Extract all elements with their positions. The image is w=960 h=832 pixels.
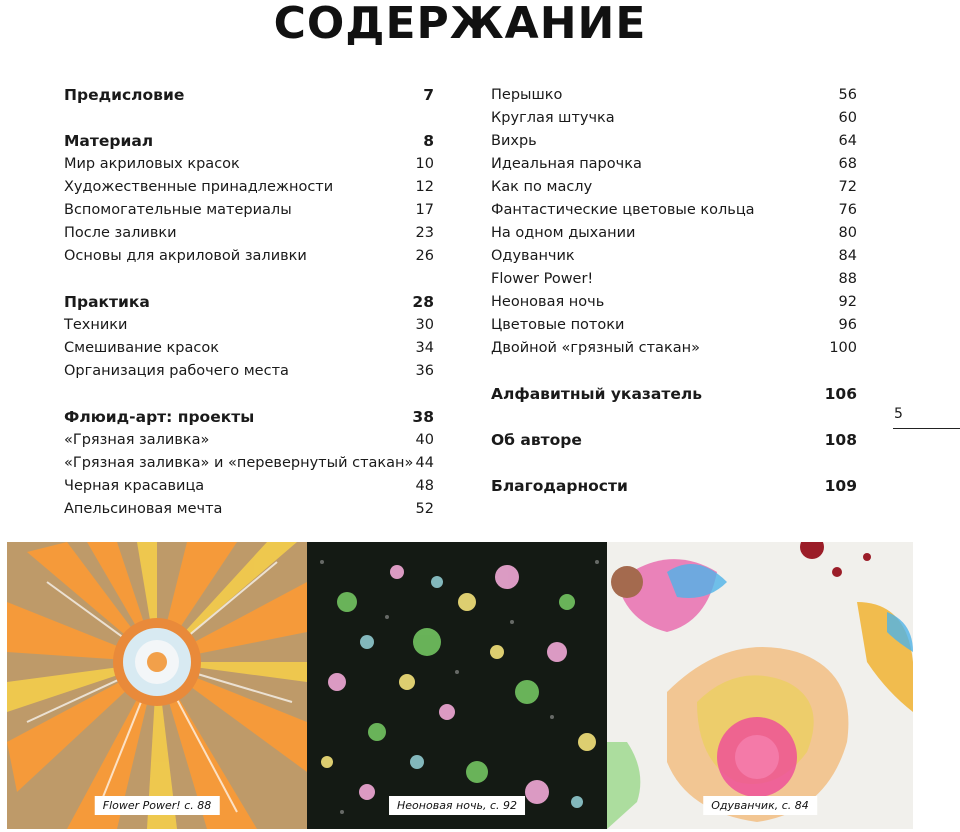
toc-entry-title: Неоновая ночь — [491, 294, 605, 310]
toc-entry-title: Круглая штучка — [491, 110, 615, 126]
toc-entry-title: Смешивание красок — [64, 340, 219, 356]
toc-entry — [491, 84, 857, 107]
toc-entry-page: 17 — [415, 202, 434, 218]
photo-neon-night — [307, 542, 607, 829]
toc-entry-title: Перышко — [491, 87, 563, 103]
toc-entry — [64, 153, 434, 176]
toc-entry-title: Основы для акриловой заливки — [64, 248, 307, 264]
toc-section-heading — [491, 383, 857, 406]
toc-entry-page: 52 — [415, 501, 434, 517]
toc-entry-title: Художественные принадлежности — [64, 179, 334, 195]
toc-entry — [491, 199, 857, 222]
toc-entry-title: Организация рабочего места — [64, 363, 289, 379]
toc-section-heading — [64, 84, 434, 107]
toc-entry — [491, 337, 857, 360]
toc-entry-title: Черная красавица — [64, 478, 205, 494]
toc-spacer — [64, 383, 434, 406]
toc-entry — [64, 176, 434, 199]
page-number: 5 — [894, 406, 903, 422]
toc-spacer — [64, 268, 434, 291]
toc-entry — [491, 176, 857, 199]
toc-entry — [64, 452, 434, 475]
toc-entry — [491, 245, 857, 268]
toc-entry-page: 48 — [415, 478, 434, 494]
toc-entry-page: 36 — [415, 363, 434, 379]
photo-caption: Неоновая ночь, с. 92 — [389, 796, 525, 815]
toc-entry — [491, 314, 857, 337]
toc-entry-page: 72 — [838, 179, 857, 195]
toc-entry-page: 64 — [838, 133, 857, 149]
toc-entry-page: 28 — [412, 293, 434, 311]
toc-entry-title: Цветовые потоки — [491, 317, 625, 333]
toc-entry-page: 12 — [415, 179, 434, 195]
toc-entry-title: На одном дыхании — [491, 225, 636, 241]
toc-entry-title: Апельсиновая мечта — [64, 501, 223, 517]
toc-entry — [491, 222, 857, 245]
photo-dandelion — [607, 542, 913, 829]
toc-entry — [64, 498, 434, 521]
toc-entry-page: 106 — [824, 385, 857, 403]
toc-entry-page: 10 — [415, 156, 434, 172]
toc-entry-title: Идеальная парочка — [491, 156, 642, 172]
toc-entry — [491, 291, 857, 314]
toc-spacer — [491, 360, 857, 383]
toc-entry-page: 30 — [415, 317, 434, 333]
toc-entry-title: После заливки — [64, 225, 177, 241]
toc-entry-title: Вихрь — [491, 133, 537, 149]
toc-entry-title: Как по маслу — [491, 179, 593, 195]
toc-spacer — [64, 107, 434, 130]
toc-entry-title: Фантастические цветовые кольца — [491, 202, 755, 218]
toc-entry-title: Одуванчик — [491, 248, 575, 264]
toc-entry-page: 80 — [838, 225, 857, 241]
toc-section-heading — [64, 130, 434, 153]
toc-entry — [491, 268, 857, 291]
toc-entry-title: Мир акриловых красок — [64, 156, 240, 172]
toc-entry-title: Об авторе — [491, 431, 582, 449]
toc-entry-title: Флюид-арт: проекты — [64, 408, 255, 426]
toc-entry — [64, 337, 434, 360]
toc-entry-page: 68 — [838, 156, 857, 172]
toc-column-right — [491, 84, 857, 498]
toc-entry-title: Техники — [64, 317, 128, 333]
photo-caption: Flower Power! с. 88 — [95, 796, 220, 815]
toc-entry-page: 96 — [838, 317, 857, 333]
toc-entry-page: 40 — [415, 432, 434, 448]
page-title: СОДЕРЖАНИЕ — [273, 0, 647, 49]
page-number-rule — [893, 428, 960, 429]
toc-entry-page: 84 — [838, 248, 857, 264]
toc-entry-title: Материал — [64, 132, 154, 150]
toc-section-heading — [64, 406, 434, 429]
toc-entry-page: 109 — [824, 477, 857, 495]
neon-night-artwork — [307, 542, 607, 829]
photo-caption: Одуванчик, с. 84 — [703, 796, 817, 815]
toc-entry-page: 23 — [415, 225, 434, 241]
toc-entry-title: Вспомогательные материалы — [64, 202, 292, 218]
toc-entry-title: Благодарности — [491, 477, 628, 495]
photo-flower-power — [7, 542, 307, 829]
toc-entry — [64, 429, 434, 452]
toc-entry — [64, 199, 434, 222]
toc-entry-page: 108 — [824, 431, 857, 449]
toc-entry — [64, 222, 434, 245]
toc-entry-page: 100 — [829, 340, 857, 356]
toc-column-left — [64, 84, 434, 521]
toc-entry-page: 34 — [415, 340, 434, 356]
dandelion-artwork — [607, 542, 913, 829]
toc-entry-page: 7 — [423, 86, 434, 104]
toc-entry — [64, 475, 434, 498]
toc-entry-title: «Грязная заливка» — [64, 432, 210, 448]
toc-entry — [491, 153, 857, 176]
toc-entry-page: 44 — [415, 455, 434, 471]
toc-entry-title: Практика — [64, 293, 150, 311]
toc-entry-title: Двойной «грязный стакан» — [491, 340, 700, 356]
toc-section-heading — [491, 475, 857, 498]
toc-entry — [491, 130, 857, 153]
toc-spacer — [491, 452, 857, 475]
toc-entry-page: 8 — [423, 132, 434, 150]
toc-entry — [64, 314, 434, 337]
toc-entry-page: 88 — [838, 271, 857, 287]
toc-entry — [64, 360, 434, 383]
toc-entry-title: Алфавитный указатель — [491, 385, 703, 403]
toc-entry-page: 38 — [412, 408, 434, 426]
toc-entry-page: 76 — [838, 202, 857, 218]
toc-section-heading — [491, 429, 857, 452]
toc-entry — [64, 245, 434, 268]
toc-spacer — [491, 406, 857, 429]
toc-entry-page: 56 — [838, 87, 857, 103]
toc-entry-title: Предисловие — [64, 86, 185, 104]
toc-entry — [491, 107, 857, 130]
flower-power-artwork — [7, 542, 307, 829]
toc-entry-page: 92 — [838, 294, 857, 310]
toc-entry-title: Flower Power! — [491, 271, 594, 287]
toc-entry-title: «Грязная заливка» и «перевернутый стакан» — [64, 455, 414, 471]
toc-section-heading — [64, 291, 434, 314]
toc-entry-page: 26 — [415, 248, 434, 264]
toc-entry-page: 60 — [838, 110, 857, 126]
